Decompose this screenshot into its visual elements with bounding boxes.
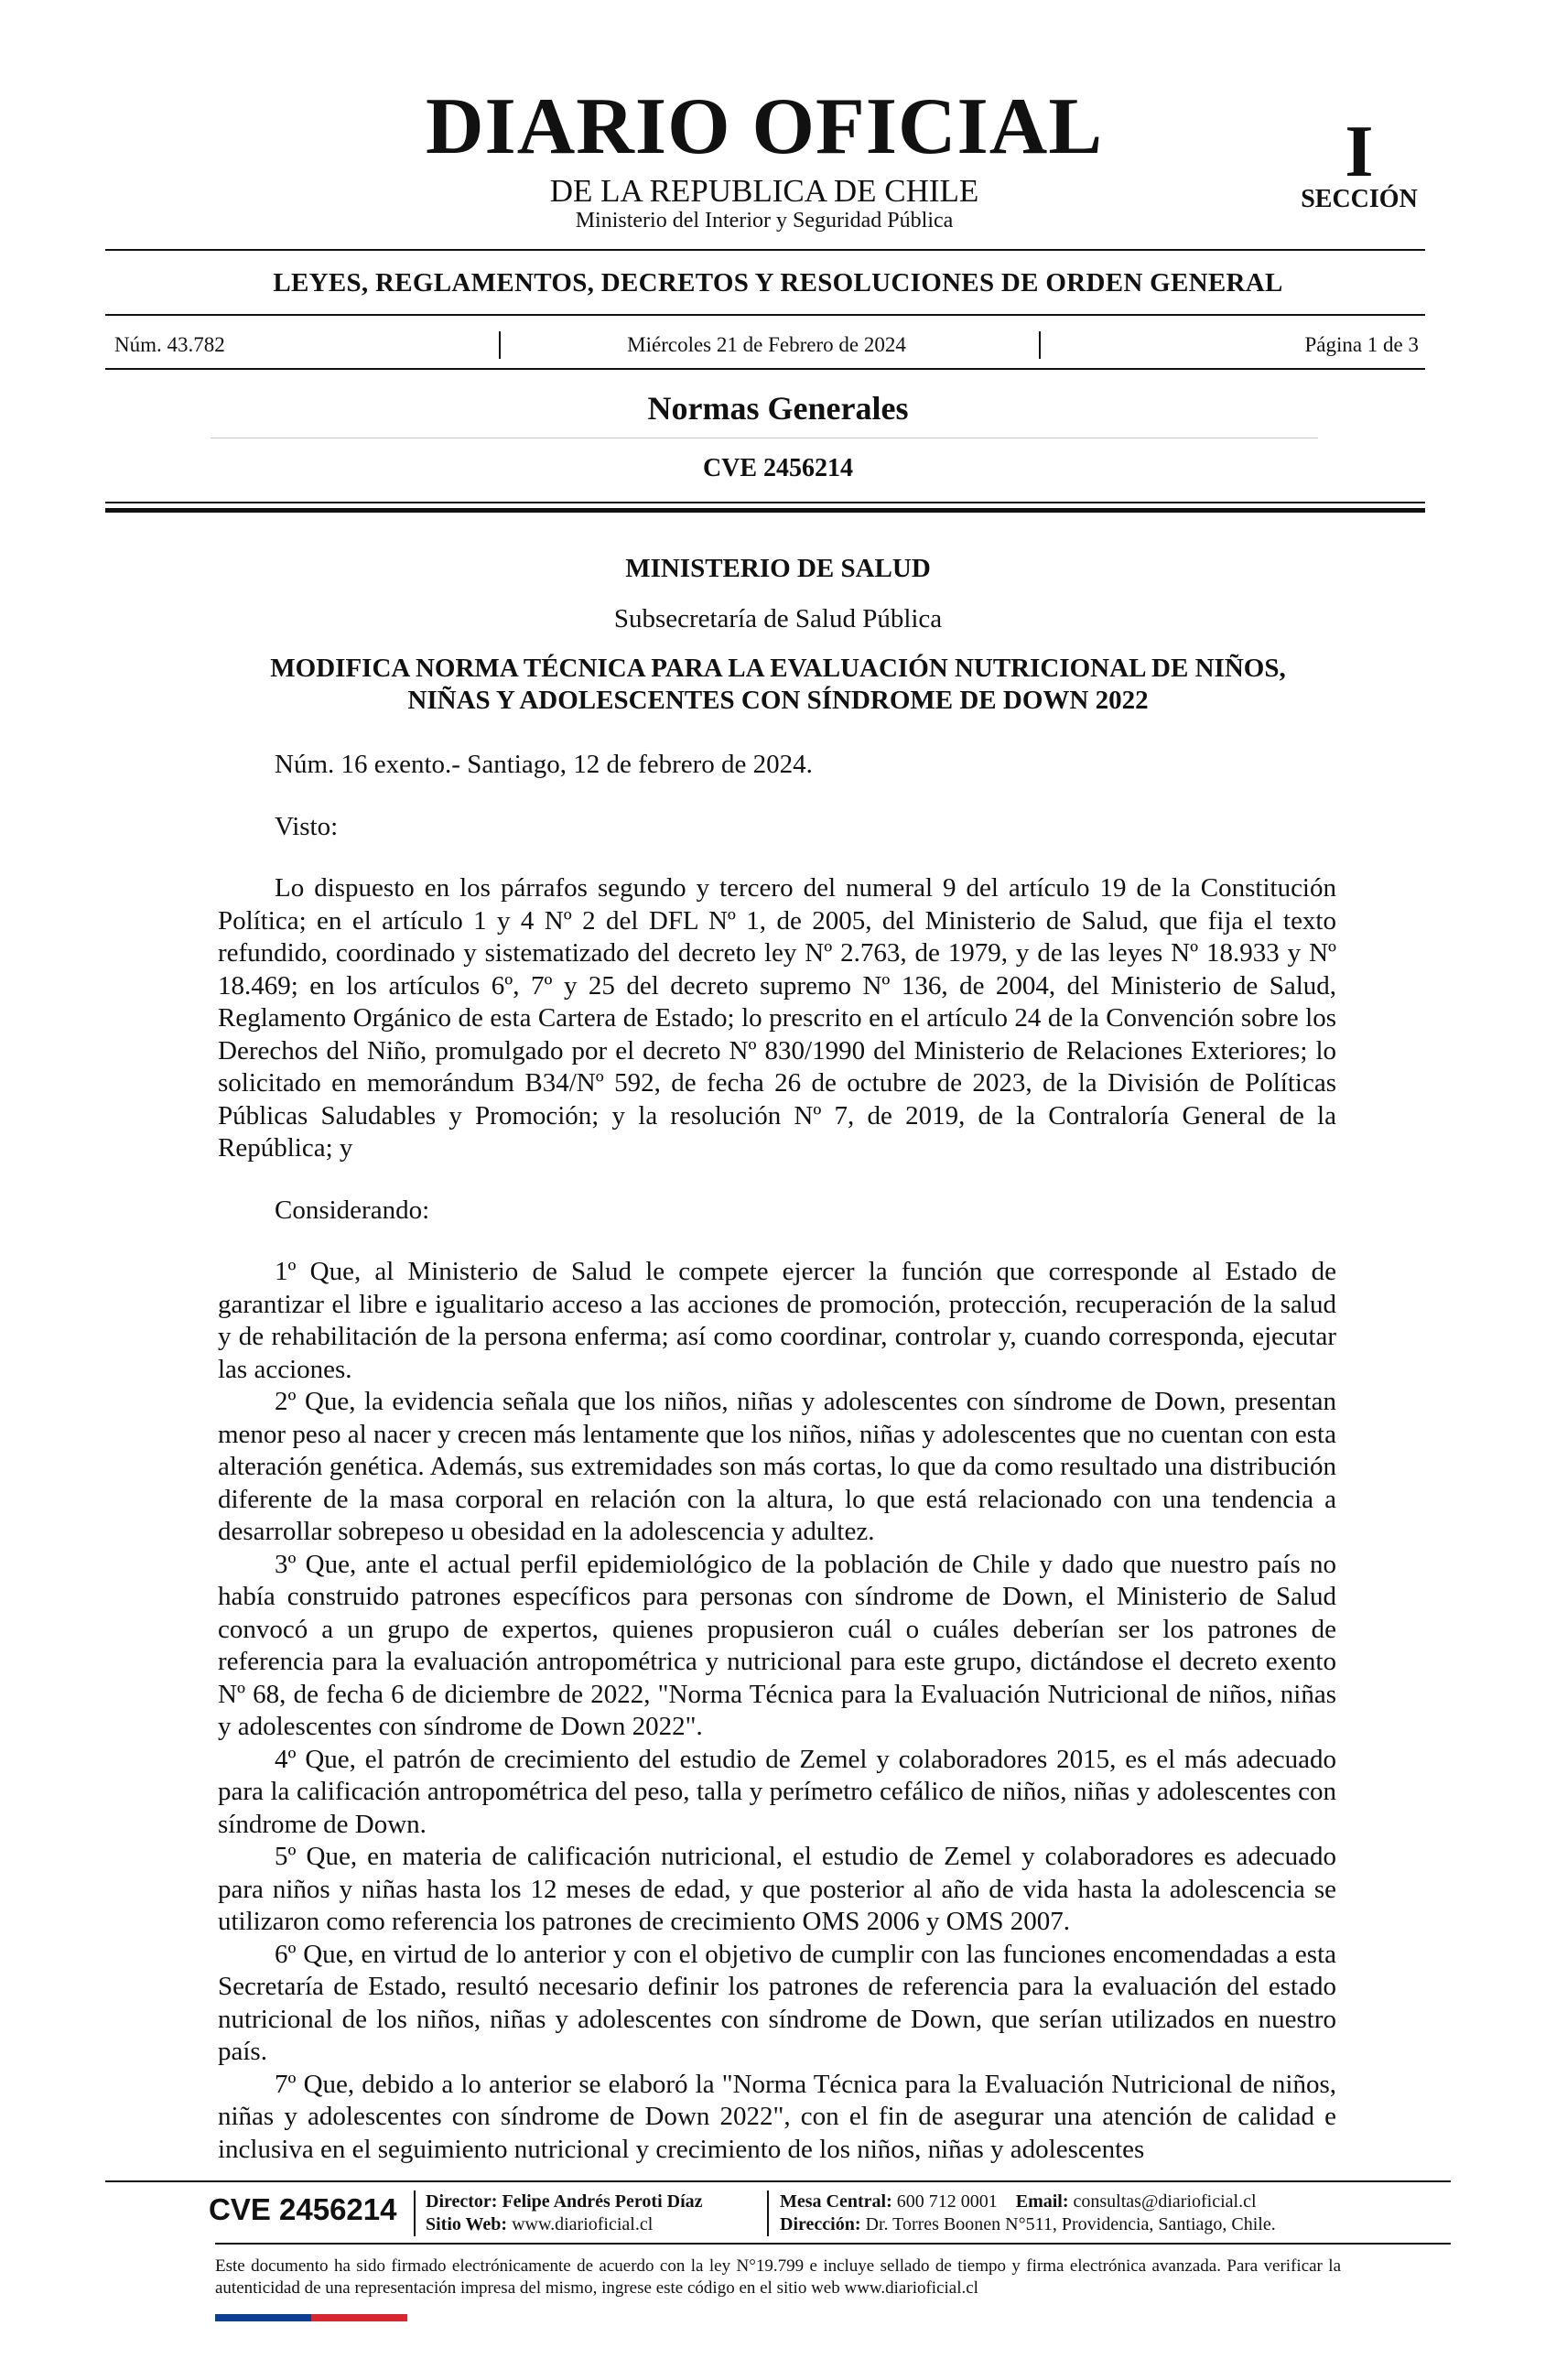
- footer-legal-note: Este documento ha sido firmado electrónicamente de acuerdo con la ley N°19.799 e incluye sellado de tiempo y firma electrónica avanzada. Para verificar la autenticidad de una representación impresa del mismo, ingrese este código en el sitio web www.diarioficial.cl: [215, 2256, 1341, 2298]
- document-title-line2: NIÑAS Y ADOLESCENTES CON SÍNDROME DE DOWN 2022: [407, 685, 1149, 715]
- divider: [105, 314, 1425, 316]
- considerando-label: Considerando:: [275, 1195, 430, 1225]
- section-number: I: [1345, 112, 1374, 192]
- ministry-heading: MINISTERIO DE SALUD: [625, 554, 931, 583]
- section-banner: LEYES, REGLAMENTOS, DECRETOS Y RESOLUCIONES DE ORDEN GENERAL: [273, 268, 1283, 298]
- newspaper-ministry: Ministerio del Interior y Seguridad Pública: [575, 208, 954, 233]
- considerando-paragraph: 7º Que, debido a lo anterior se elaboró la "Norma Técnica para la Evaluación Nutricional de niños, niñas y adolescentes con síndrome de Down 2022", con el fin de asegurar una atención de calidad e inclusiva en el seguimiento nutricional y crecimiento de los niños, niñas y adolescentes: [218, 2069, 1336, 2164]
- email-link[interactable]: consultas@diarioficial.cl: [1073, 2191, 1257, 2212]
- director-label: Director:: [426, 2191, 498, 2212]
- address-text: Dr. Torres Boonen N°511, Providencia, Santiago, Chile.: [865, 2214, 1276, 2234]
- footer-divider: [215, 2243, 1451, 2245]
- info-separator: [1039, 331, 1041, 359]
- issue-number: Núm. 43.782: [114, 333, 225, 356]
- footer-contact-block: [780, 2191, 1276, 2236]
- spacer: [218, 1165, 1336, 1195]
- considerando-paragraph: 6º Que, en virtud de lo anterior y con el objetivo de cumplir con las funciones encomendadas a esta Secretaría de Estado, resultó necesario definir los patrones de referencia para la evaluación del estado nutricional de los niños, niñas y adolescentes con síndrome de Down, que serían utilizados en nuestro país.: [218, 1939, 1336, 2066]
- considerando-paragraph: 1º Que, al Ministerio de Salud le compete ejercer la función que corresponde al Estado de garantizar el libre e igualitario acceso a las acciones de promoción, protección, recuperación de la salud y de rehabilitación de la persona enferma; así como coordinar, controlar y, cuando corresponda, ejecutar las acciones.: [218, 1257, 1336, 1384]
- director-name: Felipe Andrés Peroti Díaz: [502, 2191, 703, 2212]
- issue-date: Miércoles 21 de Febrero de 2024: [627, 333, 906, 356]
- footer-separator: [414, 2191, 416, 2236]
- issue-info-bar: [114, 333, 1419, 361]
- footer-director-block: [426, 2191, 703, 2236]
- flag-stripe-red: [311, 2314, 407, 2321]
- footer-divider: [105, 2180, 1451, 2182]
- phone-number: 600 712 0001: [896, 2191, 998, 2212]
- document-body: [218, 749, 1336, 2166]
- cve-code: CVE 2456214: [702, 454, 854, 482]
- web-label: Sitio Web:: [426, 2214, 508, 2234]
- considerando-paragraph: 5º Que, en materia de calificación nutricional, el estudio de Zemel y colaboradores es adecuado para niños y niñas hasta los 12 meses de edad, y que posterior al año de vida hasta la adolescencia se utilizaron como referencia los patrones de crecimiento OMS 2006 y OMS 2007.: [218, 1842, 1336, 1936]
- newspaper-subtitle: DE LA REPUBLICA DE CHILE: [549, 173, 979, 209]
- divider: [105, 508, 1425, 513]
- decree-line: Núm. 16 exento.- Santiago, 12 de febrero de 2024.: [275, 750, 813, 779]
- subsecretaria-heading: Subsecretaría de Salud Pública: [613, 604, 943, 633]
- document-title: [183, 653, 1373, 717]
- spacer: [218, 782, 1336, 811]
- address-label: Dirección:: [780, 2214, 861, 2234]
- divider: [105, 249, 1425, 251]
- section-label: SECCIÓN: [1301, 185, 1418, 213]
- phone-label: Mesa Central:: [780, 2191, 892, 2212]
- flag-stripe-blue: [215, 2314, 311, 2321]
- footer-separator: [767, 2191, 769, 2236]
- website-link[interactable]: www.diarioficial.cl: [512, 2214, 654, 2234]
- document-title-line1: MODIFICA NORMA TÉCNICA PARA LA EVALUACIÓN NUTRICIONAL DE NIÑOS,: [270, 654, 1286, 683]
- considerando-paragraph: 3º Que, ante el actual perfil epidemiológico de la población de Chile y dado que nuestro país no había construido patrones específicos para personas con síndrome de Down, el Ministerio de Salud convocó a un grupo de expertos, quienes propusieron cuál o cuáles deberían ser los patrones de referencia para la evaluación antropométrica y nutricional para este grupo, dictándose el decreto exento Nº 68, de fecha 6 de diciembre de 2022, "Norma Técnica para la Evaluación Nutricional de niños, niñas y adolescentes con síndrome de Down 2022".: [218, 1549, 1336, 1741]
- visto-label: Visto:: [275, 811, 339, 841]
- divider: [105, 368, 1425, 370]
- newspaper-title: DIARIO OFICIAL: [425, 82, 1104, 171]
- footer-cve: CVE 2456214: [209, 2192, 397, 2226]
- spacer: [218, 843, 1336, 872]
- considerando-paragraph: 2º Que, la evidencia señala que los niños, niñas y adolescentes con síndrome de Down, presentan menor peso al nacer y crecen más lentamente que los niños, niñas y adolescentes que no cuentan con esta alteración genética. Además, sus extremidades son más cortas, lo que da como resultado una distribución diferente de la masa corporal en relación con la altura, lo que está relacionado con una tendencia a desarrollar sobrepeso u obesidad en la adolescencia y adultez.: [218, 1387, 1336, 1546]
- normas-heading: Normas Generales: [647, 390, 909, 427]
- visto-paragraph: Lo dispuesto en los párrafos segundo y tercero del numeral 9 del artículo 19 de la Constitución Política; en el artículo 1 y 4 Nº 2 del DFL Nº 1, de 2005, del Ministerio de Salud, que fija el texto refundido, coordinado y sistematizado del decreto ley Nº 2.763, de 1979, y de las leyes Nº 18.933 y Nº 18.469; en los artículos 6º, 7º y 25 del decreto supremo Nº 136, de 2004, del Ministerio de Salud, Reglamento Orgánico de esta Cartera de Estado; lo prescrito en el artículo 24 de la Convención sobre los Derechos del Niño, promulgado por el decreto Nº 830/1990 del Ministerio de Relaciones Exteriores; lo solicitado en memorándum B34/Nº 592, de fecha 26 de octubre de 2023, de la División de Políticas Públicas Saludables y Promoción; y la resolución Nº 7, de 2019, de la Contraloría General de la República; y: [218, 873, 1336, 1163]
- spacer: [218, 1227, 1336, 1256]
- divider: [105, 502, 1425, 503]
- section-mark: [1277, 112, 1442, 214]
- page-indicator: Página 1 de 3: [1304, 333, 1419, 356]
- email-label: Email:: [1015, 2191, 1069, 2212]
- considerando-paragraph: 4º Que, el patrón de crecimiento del estudio de Zemel y colaboradores 2015, es el más adecuado para la calificación antropométrica del peso, talla y perímetro cefálico de niños, niñas y adolescentes con síndrome de Down.: [218, 1744, 1336, 1839]
